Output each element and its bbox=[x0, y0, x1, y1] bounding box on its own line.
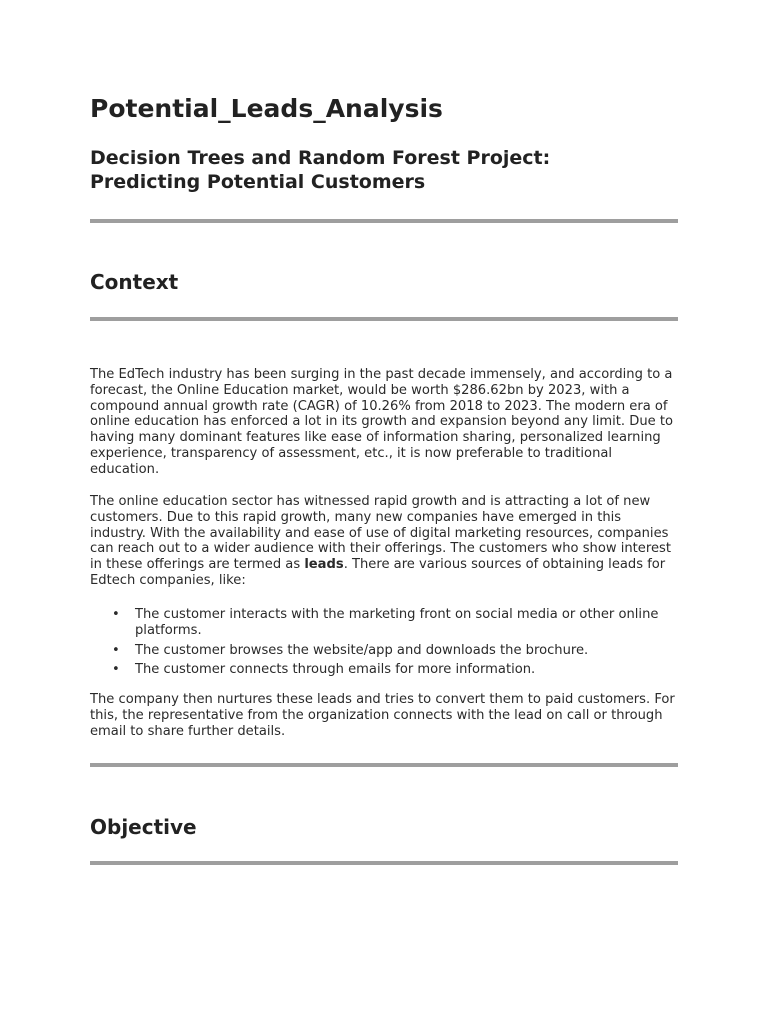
bullet-icon: • bbox=[112, 662, 120, 678]
context-paragraph-2 bbox=[90, 494, 678, 589]
list-item bbox=[90, 662, 678, 678]
list-item-text: The customer connects through emails for more information. bbox=[135, 662, 536, 678]
lead-sources-list bbox=[90, 607, 678, 682]
divider-title bbox=[90, 219, 678, 223]
leads-term: leads bbox=[304, 557, 344, 573]
objective-heading: Objective bbox=[90, 815, 197, 839]
context-paragraph-3: The company then nurtures these leads and tries to convert them to paid customers. For this, the representative from the organization connects with the lead on call or through email to share further details. bbox=[90, 692, 675, 739]
list-item-text: The customer browses the website/app and downloads the brochure. bbox=[135, 642, 589, 658]
document-title: Potential_Leads_Analysis bbox=[90, 94, 443, 123]
paragraph-2-text-start: The online education sector has witnessed rapid growth and is attracting a lot of new customers. Due to this rapid growth, many new companies have emerged in this industry. With the availability and ease of use of digital marketing resources, companies can reach out to a wider audience with their offerings. The customers who show interest in these offerings are termed as bbox=[90, 494, 671, 573]
divider-context-end bbox=[90, 763, 678, 767]
divider-context bbox=[90, 317, 678, 321]
divider-objective bbox=[90, 861, 678, 865]
list-item bbox=[90, 643, 678, 659]
bullet-icon: • bbox=[112, 642, 120, 658]
list-item-text: The customer interacts with the marketing front on social media or other online platforms. bbox=[135, 607, 659, 638]
subtitle-line-1: Decision Trees and Random Forest Project: bbox=[90, 147, 551, 169]
paragraph-2-text-end: . There are various sources of obtaining leads for Edtech companies, like: bbox=[90, 557, 666, 588]
list-item bbox=[90, 607, 678, 639]
document-subtitle bbox=[90, 146, 550, 194]
subtitle-line-2: Predicting Potential Customers bbox=[90, 171, 426, 193]
bullet-icon: • bbox=[112, 607, 120, 622]
context-paragraph-1: The EdTech industry has been surging in the past decade immensely, and according to a forecast, the Online Education market, would be worth $286.62bn by 2023, with a compound annual growth rate (CAGR) of 10.26% from 2018 to 2023. The modern era of online education has enforced a lot in its growth and expansion beyond any limit. Due to having many dominant features like ease of information sharing, personalized learning experience, transparency of assessment, etc., it is now preferable to traditional education. bbox=[90, 367, 673, 477]
context-heading: Context bbox=[90, 270, 179, 294]
